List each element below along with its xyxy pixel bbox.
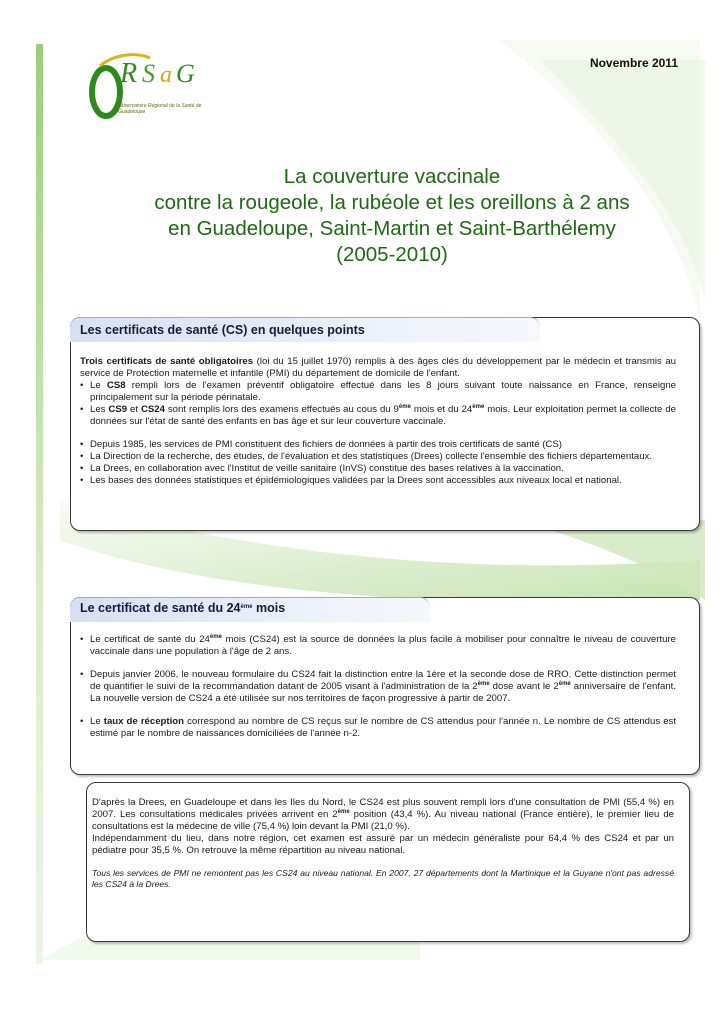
title-line-2: contre la rougeole, la rubéole et les oreillons à 2 ans [154, 191, 630, 214]
section-cs24-content [80, 634, 676, 740]
drees-paragraph-2: Indépendamment du lieu, dans notre région, cet examen est assuré par un médecin généraliste pour 64,4 % des CS24 et par un pédiatre pour 35,5 %. On retrouve la même répartition au niveau national. [92, 833, 674, 856]
section-drees-content [92, 797, 674, 890]
logo-subtitle: Observatoire Régional de la Santé de Guadeloupe [118, 103, 202, 115]
section-certificats-heading: Les certificats de santé (CS) en quelques points [80, 323, 365, 337]
svg-text:S: S [142, 59, 155, 88]
list-item-cs8: • Le CS8 rempli lors de l'examen préventif obligatoire effectué dans les 8 jours suivant toute naissance en France, renseigne principalement sur la période périnatale. [80, 380, 676, 404]
intro-paragraph: Trois certificats de santé obligatoires (loi du 15 juillet 1970) remplis à des âges clés du développement par le médecin et transmis au service de Protection maternelle et infantile (PMI) du département de domicile de l'enfant. [80, 356, 676, 379]
section-cs24-heading: Le certificat de santé du 24ème mois [80, 601, 286, 615]
list-item-cs24-source: • Le certificat de santé du 24ème mois (CS24) est la source de données la plus facile à mobiliser pour connaître le niveau de couverture vaccinale dans une population à l'âge de 2 ans. [80, 634, 676, 658]
list-item-drees-invs: • La Drees, en collaboration avec l'Institut de veille sanitaire (InVS) constitue des bases relatives à la vaccination. [80, 463, 676, 475]
svg-text:R: R [120, 58, 138, 89]
svg-text:G: G [176, 59, 195, 88]
list-item-rro: • Depuis janvier 2006, le nouveau formulaire du CS24 fait la distinction entre la 1ère et la seconde dose de RRO. Cette distinction permet de quantifier le suivi de la recommandation datant de 2005 visant à l'administration de la 2ème dose avant le 2ème anniversaire de l'enfant. La nouvelle version de CS24 a été utilisée sur nos territoires de façon progressive à partir de 2007. [80, 669, 676, 705]
publication-date: Novembre 2011 [589, 56, 678, 70]
title-line-1: La couverture vaccinale [283, 165, 501, 188]
list-item-taux-reception: • Le taux de réception correspond au nombre de CS reçus sur le nombre de CS attendus pour l'année n. Le nombre de CS attendus est estimé par le nombre de naissances domiciliées de l'année n-2. [80, 716, 676, 740]
drees-note: Tous les services de PMI ne remontent pas les CS24 au niveau national. En 2007, 27 départements dont la Martinique et la Guyane n'ont pas adressé les CS24 à la Drees. [92, 868, 674, 889]
list-item-pmi: • Depuis 1985, les services de PMI constituent des fichiers de données à partir des trois certificats de santé (CS) [80, 439, 676, 451]
svg-text:a: a [160, 62, 172, 88]
list-item-bases: • Les bases des données statistiques et épidémiologiques validées par la Drees sont accessibles aux niveaux local et national. [80, 475, 676, 487]
list-item-cs9-cs24: • Les CS9 et CS24 sont remplis lors des examens effectués au cous du 9ème mois et du 24ème mois. Leur exploitation permet la collecte de données sur l'état de santé des enfants en bas âge et sur leur couverture vaccinale. [80, 404, 676, 428]
title-line-4: (2005-2010) [336, 243, 448, 266]
section-certificats-content [80, 356, 676, 487]
page-title [92, 164, 692, 268]
list-item-drees-collecte: • La Direction de la recherche, des études, de l'évaluation et des statistiques (Drees) collecte l'ensemble des fichiers départementaux. [80, 451, 676, 463]
orsag-logo [84, 48, 214, 128]
drees-paragraph-1: D'après la Drees, en Guadeloupe et dans les Iles du Nord, le CS24 est plus souvent rempli lors d'une consultation de PMI (55,4 %) en 2007. Les consultations médicales privées arrivent en 2ème position (43,4 %). Au niveau national (France entière), le premier lieu de consultations est la médecine de ville (75,4 %) loin devant la PMI (21,0 %). [92, 797, 675, 832]
title-line-3: en Guadeloupe, Saint-Martin et Saint-Barthélemy [168, 217, 616, 240]
